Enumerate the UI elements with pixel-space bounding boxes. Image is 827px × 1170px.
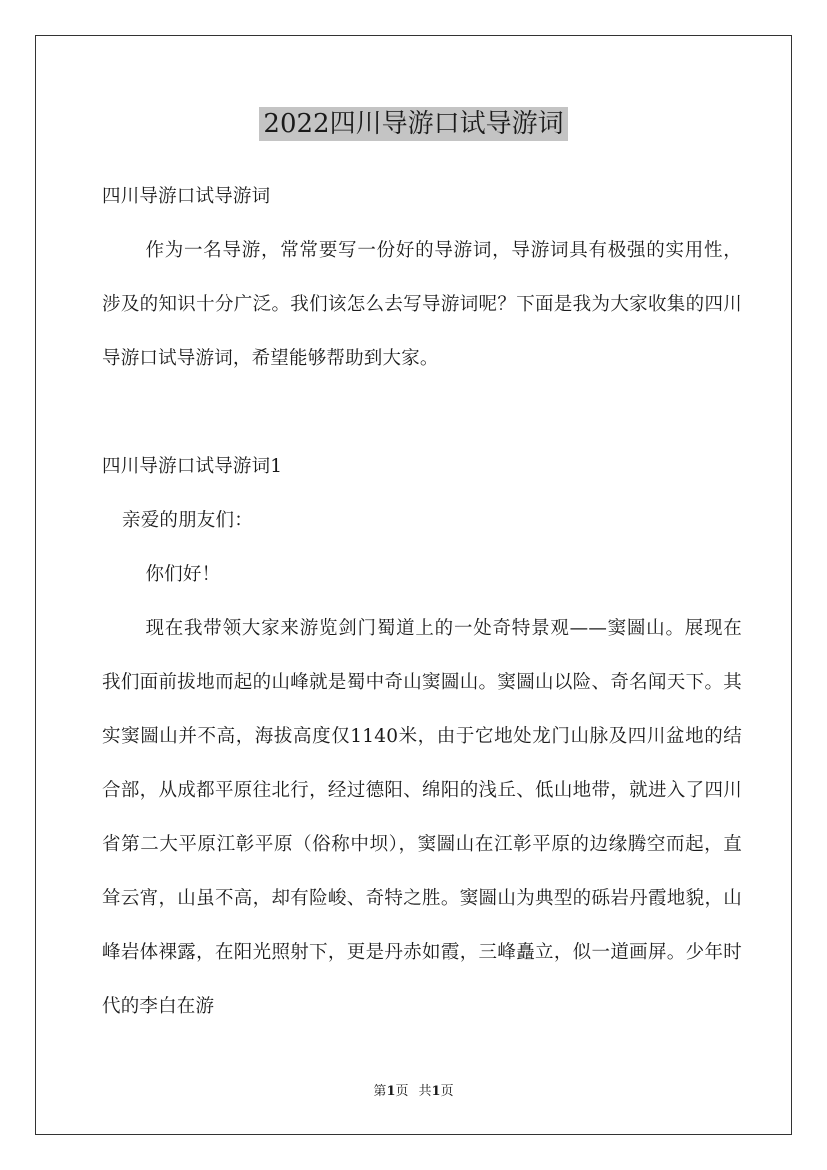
document-title-text: 2022四川导游口试导游词 bbox=[259, 107, 567, 141]
document-body bbox=[102, 170, 742, 1034]
page-number: 1 bbox=[386, 1084, 396, 1099]
total-prefix: 共 bbox=[418, 1084, 432, 1099]
page-footer bbox=[0, 1082, 827, 1102]
greeting-line: 亲爱的朋友们： bbox=[122, 510, 253, 531]
page-prefix: 第 bbox=[373, 1084, 387, 1099]
hello-line: 你们好！ bbox=[145, 564, 221, 585]
document-heading: 四川导游口试导游词 bbox=[102, 186, 271, 207]
total-suffix: 页 bbox=[440, 1084, 454, 1099]
intro-paragraph: 作为一名导游，常常要写一份好的导游词，导游词具有极强的实用性，涉及的知识十分广泛。我们该怎么去写导游词呢？下面是我为大家收集的四川导游口试导游词，希望能够帮助到大家。 bbox=[102, 240, 742, 369]
section-title: 四川导游口试导游词1 bbox=[102, 456, 283, 477]
total-pages: 1 bbox=[431, 1084, 441, 1099]
paragraph-spacer bbox=[102, 386, 742, 440]
body-paragraph: 现在我带领大家来游览剑门蜀道上的一处奇特景观——窦圌山。展现在我们面前拔地而起的山峰就是蜀中奇山窦圌山。窦圌山以险、奇名闻天下。其实窦圌山并不高，海拔高度仅1140米，由于它地处龙门山脉及四川盆地的结合部，从成都平原往北行，经过德阳、绵阳的浅丘、低山地带，就进入了四川省第二大平原江彰平原（俗称中坝），窦圌山在江彰平原的边缘腾空而起，直耸云宵，山虽不高，却有险峻、奇特之胜。窦圌山为典型的砾岩丹霞地貌，山峰岩体裸露，在阳光照射下，更是丹赤如霞，三峰矗立，似一道画屏。少年时代的李白在游 bbox=[102, 618, 742, 1017]
document-title bbox=[0, 104, 827, 144]
page-suffix: 页 bbox=[395, 1084, 409, 1099]
